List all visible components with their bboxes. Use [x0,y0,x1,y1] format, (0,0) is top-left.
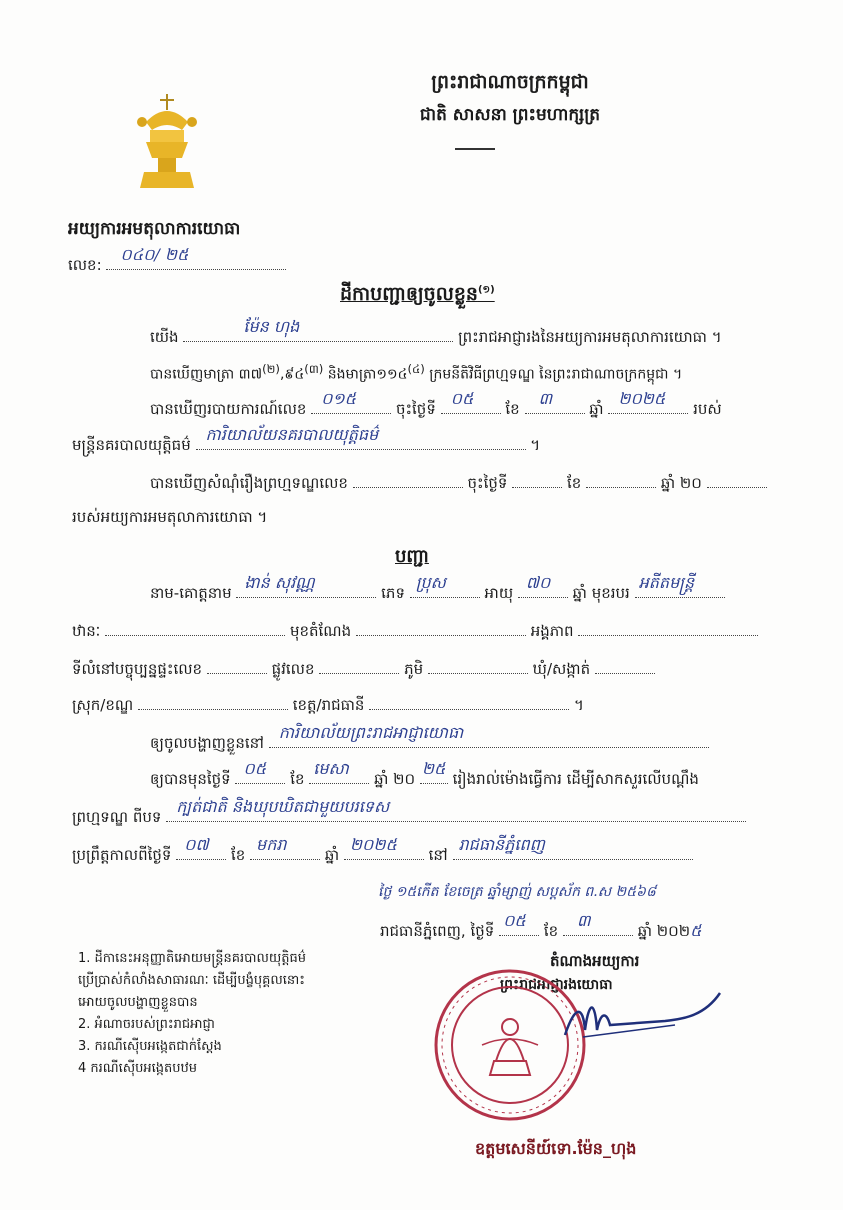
police-label: មន្ត្រីនគរបាលយុត្តិធម៌ [72,436,191,454]
representative-role: ព្រះរាជអាជ្ញារងយោធា [500,977,613,993]
police-field [196,425,526,450]
number-value: ០៤០/ ២៥ [120,245,189,264]
before-day-field [235,759,285,784]
footnote-2: 2. អំណាចរបស់ព្រះរាជអាជ្ញា [78,1017,215,1032]
we-label: យើង [150,328,179,346]
house-field [207,658,267,674]
appear-label: ឲ្យចូលបង្ហាញខ្លួននៅ [150,734,264,752]
village-label: ភូមិ [404,660,424,678]
place-month: ៣ [576,911,591,930]
place-day: ០៥ [503,911,526,930]
line4-end: ។ [530,436,541,454]
case-file-label: បានឃើញសំណុំរឿងព្រហ្មទណ្ឌលេខ [150,474,348,492]
report-year: ២០២៥ [618,389,666,408]
appear-field [269,723,709,748]
report-day-label: ចុះថ្ងៃទី [395,400,436,418]
unit-label: អង្គភាព [530,622,574,640]
articles-sup-2: (៣) [304,362,324,376]
order-heading: បញ្ជា [395,546,429,567]
district-field [138,694,288,710]
footnote-4: 4 ករណីស៊ើបអង្កេតបឋម [78,1061,198,1076]
articles-d: ក្រមនីតិវិធីព្រហ្មទណ្ឌ នៃព្រះរាជាណាចក្រកម្ពុជា ។ [424,366,683,383]
body-line-4 [72,425,541,458]
order-line-before [150,759,699,792]
working-hours-text: រៀងរាល់ម៉ោងធ្វើការ ដើម្បីសាកសួរលើបណ្ដឹង [452,770,699,788]
period-day-label: ប្រព្រឹត្តកាលពីថ្ងៃទី [72,846,172,864]
report-label: បានឃើញរបាយការណ៍លេខ [150,400,307,418]
name-label: នាម-គោត្តនាម [150,584,232,602]
before-day: ០៥ [243,759,267,778]
royal-emblem-icon [132,92,202,192]
commune-label: ឃុំ/សង្កាត់ [532,660,591,678]
position-label: មុខតំណែង [289,622,352,640]
period-month-field [250,835,320,860]
articles-b: ,៩៤ [279,366,305,383]
occupation-field [635,573,725,598]
officer-name: ឧត្តមសេនីយ៍ទោ.ម៉ែន_ហុង [475,1139,637,1158]
place-date-label: រាជធានីភ្នំពេញ, ថ្ងៃទី [380,922,495,940]
order-line-name [150,573,725,606]
articles-a: បានឃើញមាត្រា ៣៧ [150,366,263,383]
before-year: ២៥ [421,759,446,778]
before-day-label: ឲ្យបានមុនថ្ងៃទី [150,770,231,788]
province-field [369,694,569,710]
occupation-label: ឆ្នាំ មុខរបរ [572,584,630,602]
body-line-1 [150,317,722,350]
period-year: ២០២៥ [349,835,397,854]
number-field [106,245,286,270]
national-motto: ជាតិ សាសនា ព្រះមហាក្សត្រ [419,105,601,125]
order-line-charge [72,797,746,830]
house-label: ទីលំនៅបច្ចុប្បន្នផ្ទះលេខ [72,660,203,678]
period-month: មករា [256,835,287,854]
before-year-label: ឆ្នាំ ២០ [374,770,416,788]
period-day-field [176,835,226,860]
period-year-field [344,835,424,860]
footnote-3: 3. ករណីស៊ើបអង្កេតជាក់ស្តែង [78,1039,222,1054]
street-field [319,658,399,674]
place-month-field [563,911,633,936]
reference-number [68,245,286,278]
before-month-label: ខែ [290,770,305,788]
accused-name: ងាន់ សុវណ្ណ [244,573,315,592]
lunar-date: ថ្ងៃ ១៥កើត ខែចេត្រ ឆ្នាំម្សាញ់ សប្តស័ក ព.ស ២៥៦៨ [378,884,656,900]
footnote-1c: អោយចូលបង្ហាញខ្លួនបាន [78,995,198,1010]
before-year-field [420,759,448,784]
before-month-field [309,759,369,784]
report-number-field [311,389,391,414]
case-year-label: ឆ្នាំ ២០ [660,474,702,492]
kingdom-title: ព្រះរាជាណាចក្រកម្ពុជា [431,71,589,93]
report-year-field [608,389,688,414]
place-month-label: ខែ [543,922,559,940]
village-field [428,658,528,674]
body-line-6: របស់អយ្យការអមតុលាការយោធា ។ [72,508,268,526]
sex-label: ភេទ [381,584,405,602]
charge-field [166,797,746,822]
rank-label: ឋានៈ [72,622,101,640]
body-line-2 [150,362,682,386]
report-year-label: ឆ្នាំ [589,400,604,418]
report-day-field [441,389,501,414]
title-footnote: (១) [477,284,495,296]
period-place-field [453,835,693,860]
report-month: ៣ [538,389,553,408]
order-line-appear [150,723,709,756]
case-day-field [512,472,562,488]
accused-occupation: អតីតមន្ត្រី [638,573,695,592]
period-year-label: ឆ្នាំ [324,846,340,864]
articles-sup-3: (៤) [407,362,425,376]
order-line-period [72,835,693,868]
title-text: ដីកាបញ្ជាឲ្យចូលខ្លួន [340,283,478,305]
charge-label: ព្រហ្មទណ្ឌ ពីបទ [72,808,162,826]
report-number: ០១៥ [321,389,356,408]
period-place-label: នៅ [428,846,448,864]
district-label: ស្រុក/ខណ្ឌ [72,696,134,714]
police-unit: ការិយាល័យនគរបាលយុត្តិធម៌ [205,425,379,444]
street-label: ផ្លូវលេខ [271,660,315,678]
charge-text: ក្បត់ជាតិ និងឃុបឃិតជាមួយបរទេស [176,797,390,816]
prosecutor-name: ម៉ែន ហុង [243,317,300,336]
prosecutor-name-field [183,317,453,342]
appear-place: ការិយាល័យព្រះរាជអាជ្ញាយោធា [278,723,464,742]
case-file-field [353,472,463,488]
before-month: មេសា [313,759,349,778]
prosecutor-title: ព្រះរាជអាជ្ញារងនៃអយ្យការអមតុលាការយោធា ។ [458,328,722,346]
case-month-label: ខែ [566,474,582,492]
province-end: ។ [574,696,584,714]
footnote-1a: 1. ដីកានេះអនុញ្ញាតិអោយមន្ត្រីនគរបាលយុត្តិធម៌ [78,951,307,966]
position-field [356,620,526,636]
representative-label: តំណាងអយ្យការ [550,952,640,970]
articles-sup-1: (២) [262,362,280,376]
period-day: ០៧ [184,835,209,854]
period-month-label: ខែ [230,846,246,864]
order-line-address [72,658,655,682]
order-line-district [72,694,584,718]
report-month-field [525,389,585,414]
number-label: លេខ: [68,256,102,274]
report-day: ០៥ [450,389,474,408]
header-divider [455,148,495,150]
case-day-label: ចុះថ្ងៃទី [467,474,508,492]
place-date-line [380,911,702,944]
place-year: ៥ [690,921,702,940]
sex-field [410,573,480,598]
place-year-label: ឆ្នាំ ២០២ [637,922,691,940]
unit-field [578,620,758,636]
rank-field [105,620,285,636]
period-place: រាជធានីភ្នំពេញ [458,835,545,854]
commune-field [595,658,655,674]
accused-age: ៧០ [525,573,551,592]
age-label: អាយុ [484,584,514,602]
body-line-5 [150,472,767,496]
province-label: ខេត្ត/រាជធានី [292,696,365,714]
accused-sex: ប្រុស [415,573,446,592]
age-field [518,573,568,598]
articles-c: និងមាត្រា១១៤ [323,366,408,383]
report-of-label: របស់ [693,400,722,418]
signature-icon [555,985,725,1055]
name-field [236,573,376,598]
place-day-field [499,911,539,936]
document-title [340,282,495,310]
footnote-1b: ប្រើប្រាស់កំលាំងសាធារណៈ ដើម្បីបង្ខំបុគ្គលនោះ [78,973,305,988]
case-year-field [707,472,767,488]
report-month-label: ខែ [505,400,520,418]
order-line-rank [72,620,758,644]
office-name: អយ្យការអមតុលាការយោធា [68,219,241,239]
footnotes [78,948,306,1080]
case-month-field [586,472,656,488]
body-line-3 [150,389,722,422]
